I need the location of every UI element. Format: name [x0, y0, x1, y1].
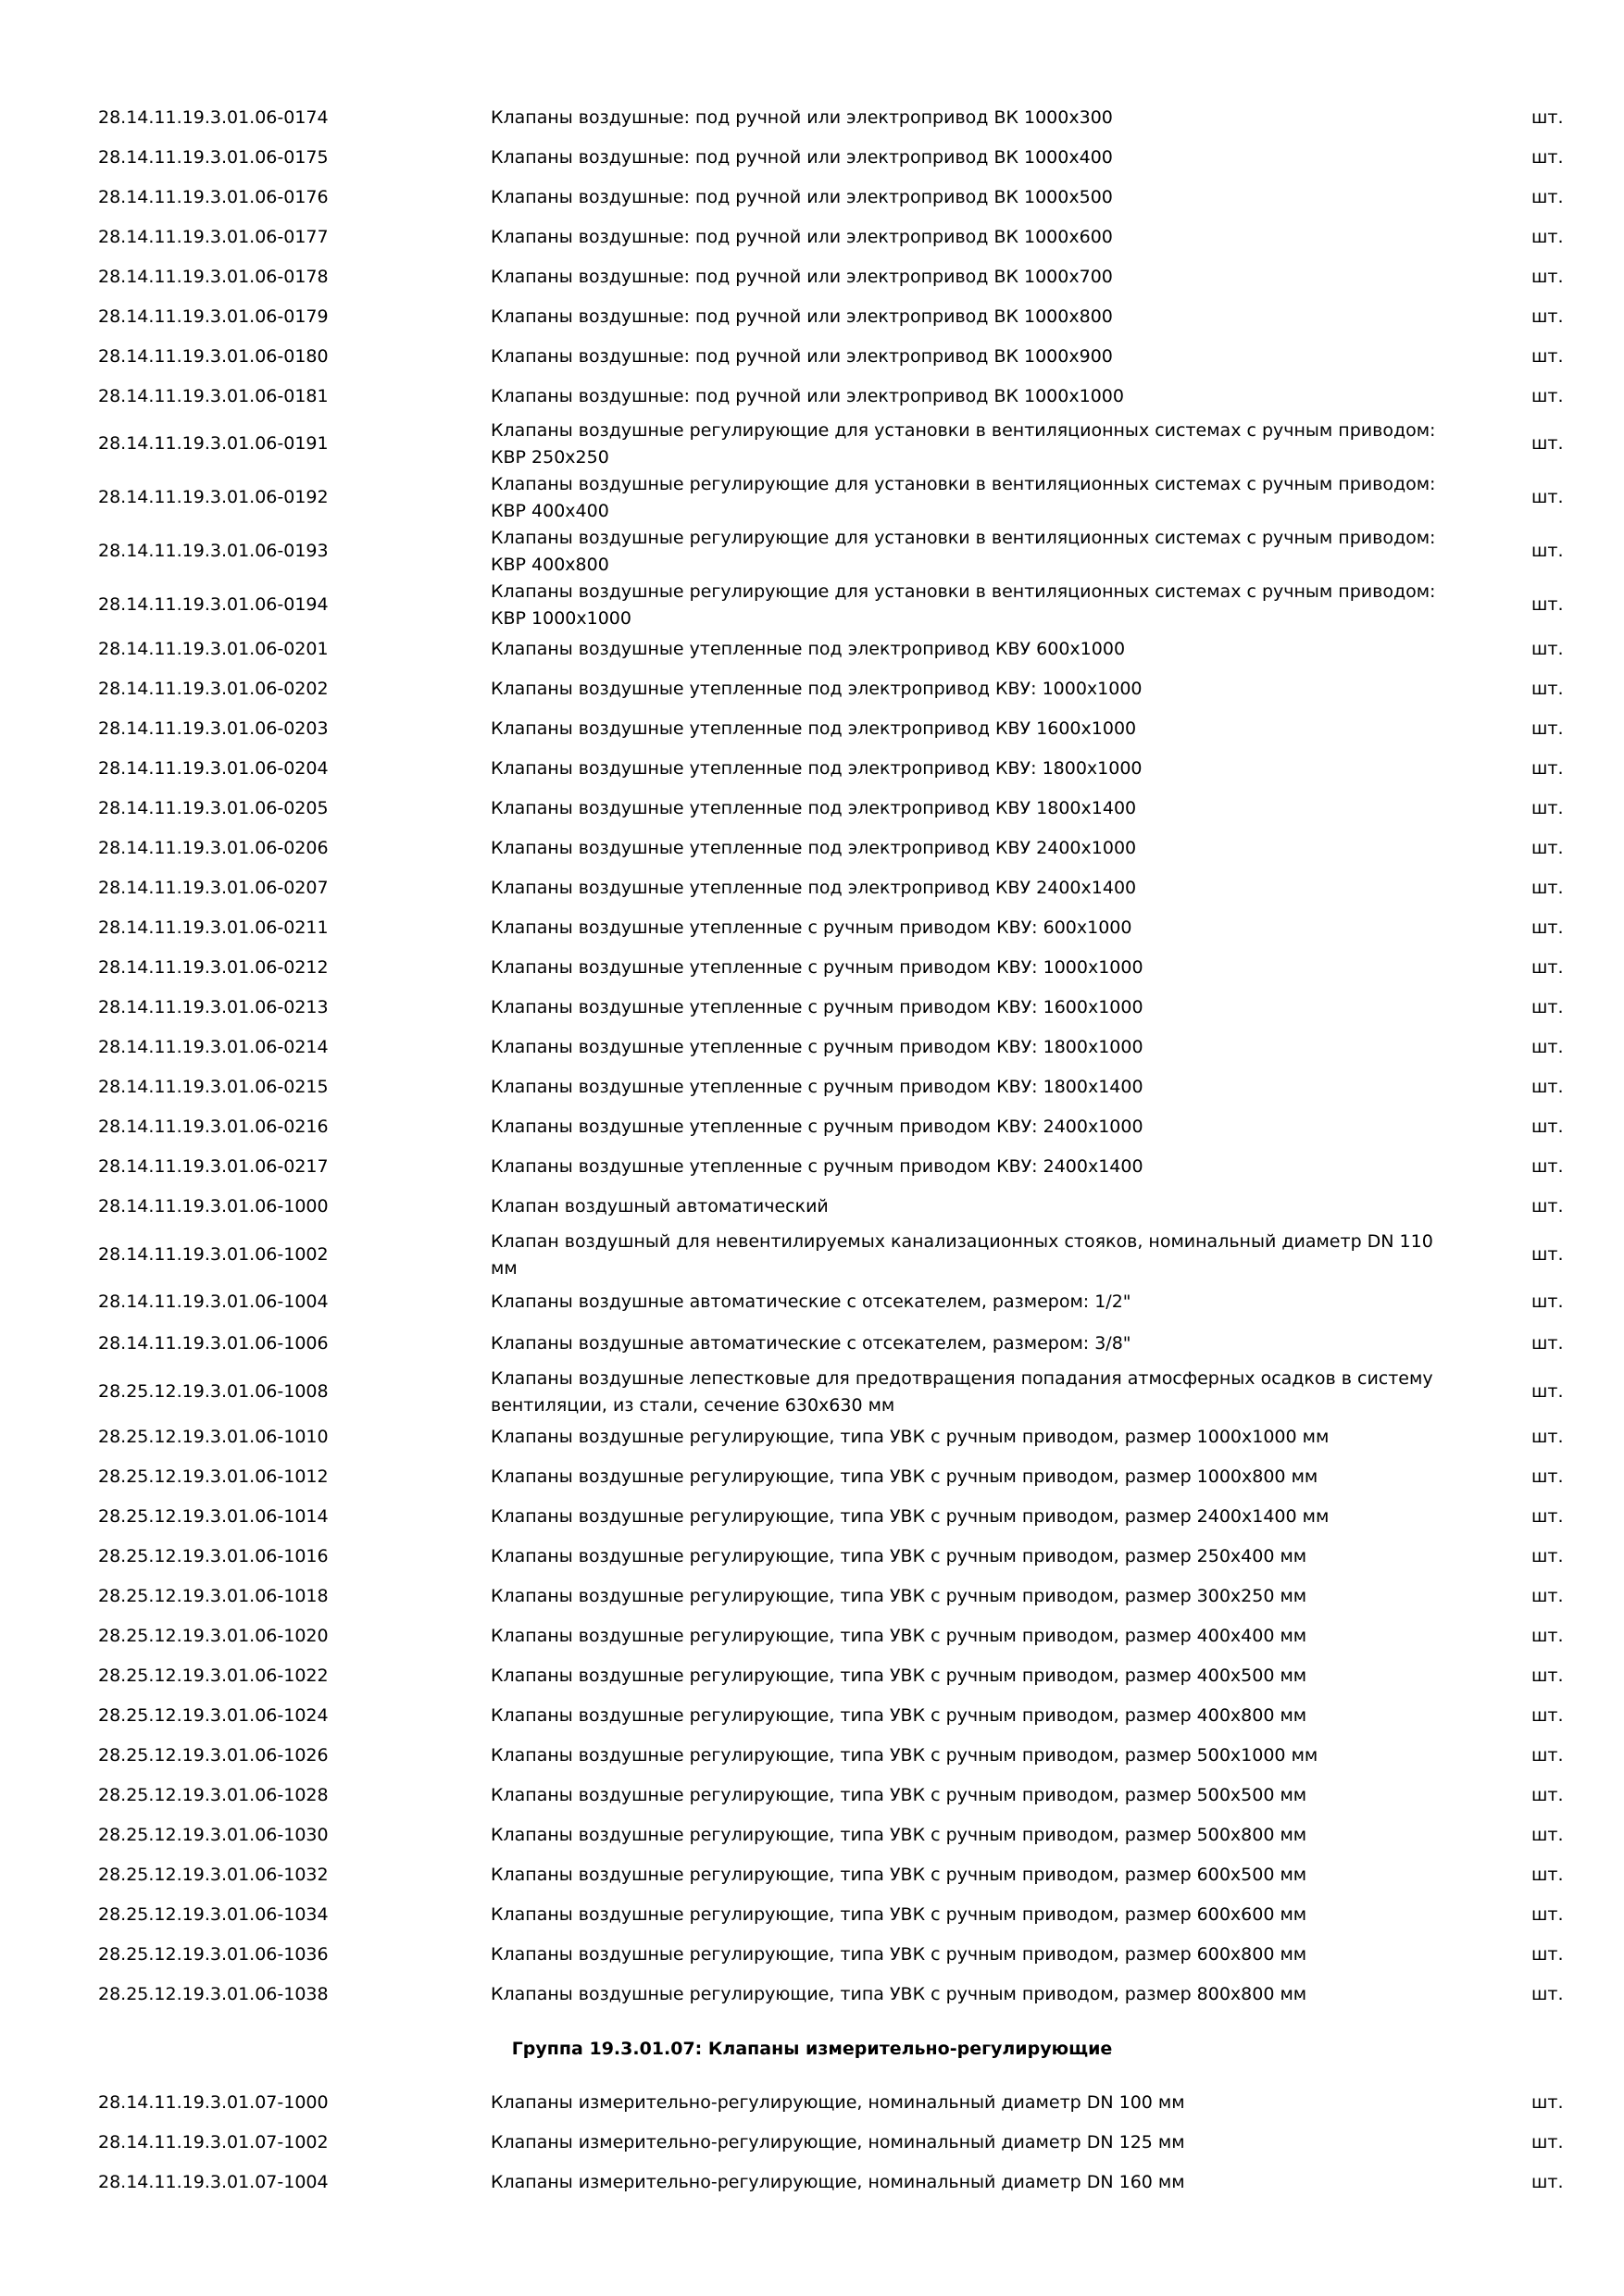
row-unit: шт.	[1531, 1292, 1564, 1312]
row-code: 28.14.11.19.3.01.06-0212	[98, 957, 329, 978]
row-code: 28.14.11.19.3.01.06-0174	[98, 107, 329, 128]
row-code: 28.25.12.19.3.01.06-1024	[98, 1705, 329, 1726]
row-code: 28.14.11.19.3.01.06-0213	[98, 997, 329, 1017]
row-code: 28.14.11.19.3.01.06-0181	[98, 386, 329, 406]
row-description: Клапаны измерительно-регулирующие, номинальный диаметр DN 125 мм	[491, 2132, 1185, 2152]
row-description: Клапаны воздушные утепленные с ручным приводом КВУ: 600х1000	[491, 917, 1132, 938]
row-description: Клапаны воздушные: под ручной или электропривод ВК 1000х500	[491, 187, 1113, 207]
row-code: 28.25.12.19.3.01.06-1034	[98, 1904, 329, 1925]
row-description: Клапаны воздушные регулирующие, типа УВК с ручным приводом, размер 600х800 мм	[491, 1944, 1307, 1965]
row-unit: шт.	[1531, 758, 1564, 779]
row-unit: шт.	[1531, 594, 1564, 615]
row-unit: шт.	[1531, 838, 1564, 858]
row-code: 28.14.11.19.3.01.06-0207	[98, 878, 329, 898]
row-code: 28.14.11.19.3.01.06-0217	[98, 1156, 329, 1177]
row-description: Клапаны воздушные автоматические с отсекателем, размером: 1/2"	[491, 1292, 1131, 1312]
row-code: 28.14.11.19.3.01.06-0178	[98, 267, 329, 287]
row-description: Клапаны воздушные: под ручной или электропривод ВК 1000х1000	[491, 386, 1124, 406]
row-code: 28.14.11.19.3.01.06-0215	[98, 1077, 329, 1097]
row-description: Клапаны воздушные регулирующие, типа УВК с ручным приводом, размер 300х250 мм	[491, 1586, 1307, 1606]
row-code: 28.25.12.19.3.01.06-1028	[98, 1785, 329, 1805]
row-unit: шт.	[1531, 386, 1564, 406]
row-description: Клапаны воздушные лепестковые для предотвращения попадания атмосферных осадков в систему вентиляции, из стали, сечение 630х630 мм	[491, 1368, 1433, 1416]
row-unit: шт.	[1531, 997, 1564, 1017]
row-unit: шт.	[1531, 267, 1564, 287]
row-description: Клапаны воздушные: под ручной или электропривод ВК 1000х600	[491, 227, 1113, 247]
row-description: Клапаны воздушные регулирующие для установки в вентиляционных системах с ручным приводом: КВР 250х250	[491, 420, 1436, 468]
row-description: Клапаны воздушные утепленные с ручным приводом КВУ: 1000х1000	[491, 957, 1143, 978]
row-unit: шт.	[1531, 306, 1564, 327]
row-description: Клапаны воздушные утепленные с ручным приводом КВУ: 1800х1400	[491, 1077, 1143, 1097]
row-description: Клапаны воздушные утепленные под электропривод КВУ 1800х1400	[491, 798, 1137, 818]
row-unit: шт.	[1531, 541, 1564, 561]
row-unit: шт.	[1531, 798, 1564, 818]
row-unit: шт.	[1531, 346, 1564, 367]
row-unit: шт.	[1531, 917, 1564, 938]
row-unit: шт.	[1531, 227, 1564, 247]
row-description: Клапаны воздушные утепленные с ручным приводом КВУ: 2400х1000	[491, 1117, 1143, 1137]
row-unit: шт.	[1531, 107, 1564, 128]
row-code: 28.25.12.19.3.01.06-1032	[98, 1865, 329, 1885]
row-code: 28.14.11.19.3.01.06-1006	[98, 1333, 329, 1354]
row-description: Клапаны воздушные: под ручной или электропривод ВК 1000х800	[491, 306, 1113, 327]
row-unit: шт.	[1531, 1825, 1564, 1845]
row-code: 28.14.11.19.3.01.07-1002	[98, 2132, 329, 2152]
row-code: 28.14.11.19.3.01.06-0192	[98, 487, 329, 507]
row-code: 28.25.12.19.3.01.06-1016	[98, 1546, 329, 1566]
row-code: 28.25.12.19.3.01.06-1038	[98, 1984, 329, 2004]
row-unit: шт.	[1531, 433, 1564, 454]
row-unit: шт.	[1531, 1196, 1564, 1217]
row-unit: шт.	[1531, 1865, 1564, 1885]
row-unit: шт.	[1531, 187, 1564, 207]
row-description: Клапаны воздушные регулирующие, типа УВК с ручным приводом, размер 1000х800 мм	[491, 1466, 1318, 1487]
row-unit: шт.	[1531, 1077, 1564, 1097]
row-description: Клапаны воздушные регулирующие, типа УВК с ручным приводом, размер 800х800 мм	[491, 1984, 1307, 2004]
row-code: 28.14.11.19.3.01.06-0191	[98, 433, 329, 454]
row-unit: шт.	[1531, 679, 1564, 699]
row-code: 28.14.11.19.3.01.06-0206	[98, 838, 329, 858]
row-code: 28.25.12.19.3.01.06-1020	[98, 1626, 329, 1646]
row-description: Клапаны воздушные утепленные под электропривод КВУ 1600х1000	[491, 718, 1137, 739]
row-description: Клапаны воздушные: под ручной или электропривод ВК 1000х400	[491, 147, 1113, 168]
row-description: Клапаны воздушные утепленные под электропривод КВУ: 1000х1000	[491, 679, 1143, 699]
row-unit: шт.	[1531, 1427, 1564, 1447]
row-code: 28.25.12.19.3.01.06-1022	[98, 1666, 329, 1686]
row-description: Клапаны воздушные регулирующие для установки в вентиляционных системах с ручным приводом: КВР 400х400	[491, 474, 1436, 521]
row-unit: шт.	[1531, 1666, 1564, 1686]
row-description: Клапаны воздушные регулирующие, типа УВК с ручным приводом, размер 400х800 мм	[491, 1705, 1307, 1726]
row-description: Клапаны измерительно-регулирующие, номинальный диаметр DN 160 мм	[491, 2172, 1185, 2192]
row-unit: шт.	[1531, 1745, 1564, 1766]
row-code: 28.14.11.19.3.01.06-0204	[98, 758, 329, 779]
row-unit: шт.	[1531, 1156, 1564, 1177]
row-code: 28.14.11.19.3.01.06-0216	[98, 1117, 329, 1137]
row-description: Клапаны воздушные утепленные под электропривод КВУ: 1800х1000	[491, 758, 1143, 779]
row-code: 28.14.11.19.3.01.06-0177	[98, 227, 329, 247]
row-unit: шт.	[1531, 957, 1564, 978]
row-description: Клапаны воздушные утепленные под электропривод КВУ 2400х1400	[491, 878, 1137, 898]
row-description: Клапаны воздушные регулирующие, типа УВК с ручным приводом, размер 400х500 мм	[491, 1666, 1307, 1686]
row-description: Клапаны воздушные: под ручной или электропривод ВК 1000х900	[491, 346, 1113, 367]
row-unit: шт.	[1531, 147, 1564, 168]
row-description: Клапаны воздушные утепленные под электропривод КВУ 600х1000	[491, 639, 1126, 659]
row-description: Клапаны воздушные регулирующие, типа УВК с ручным приводом, размер 1000х1000 мм	[491, 1427, 1330, 1447]
row-description: Клапаны воздушные утепленные с ручным приводом КВУ: 1800х1000	[491, 1037, 1143, 1057]
row-code: 28.14.11.19.3.01.06-0203	[98, 718, 329, 739]
row-code: 28.14.11.19.3.01.06-0179	[98, 306, 329, 327]
row-code: 28.14.11.19.3.01.06-0175	[98, 147, 329, 168]
row-code: 28.25.12.19.3.01.06-1012	[98, 1466, 329, 1487]
row-unit: шт.	[1531, 878, 1564, 898]
row-description: Клапан воздушный для невентилируемых канализационных стояков, номинальный диаметр DN 110 мм	[491, 1231, 1433, 1279]
row-description: Клапаны воздушные утепленные с ручным приводом КВУ: 2400х1400	[491, 1156, 1143, 1177]
row-description: Клапаны воздушные регулирующие для установки в вентиляционных системах с ручным приводом: КВР 1000х1000	[491, 581, 1436, 629]
row-unit: шт.	[1531, 2092, 1564, 2113]
row-unit: шт.	[1531, 1546, 1564, 1566]
row-code: 28.14.11.19.3.01.06-0194	[98, 594, 329, 615]
row-unit: шт.	[1531, 639, 1564, 659]
row-code: 28.14.11.19.3.01.06-0180	[98, 346, 329, 367]
row-unit: шт.	[1531, 1944, 1564, 1965]
row-description: Клапаны воздушные регулирующие, типа УВК с ручным приводом, размер 500х500 мм	[491, 1785, 1307, 1805]
row-code: 28.14.11.19.3.01.06-0211	[98, 917, 329, 938]
row-unit: шт.	[1531, 487, 1564, 507]
row-description: Клапаны воздушные: под ручной или электропривод ВК 1000х700	[491, 267, 1113, 287]
row-description: Клапаны воздушные регулирующие, типа УВК с ручным приводом, размер 2400х1400 мм	[491, 1506, 1330, 1527]
row-description: Клапаны воздушные: под ручной или электропривод ВК 1000х300	[491, 107, 1113, 128]
row-code: 28.25.12.19.3.01.06-1018	[98, 1586, 329, 1606]
row-code: 28.14.11.19.3.01.06-1000	[98, 1196, 329, 1217]
row-unit: шт.	[1531, 1586, 1564, 1606]
row-unit: шт.	[1531, 1904, 1564, 1925]
row-code: 28.14.11.19.3.01.06-1004	[98, 1292, 329, 1312]
row-unit: шт.	[1531, 1117, 1564, 1137]
row-description: Клапаны воздушные регулирующие, типа УВК с ручным приводом, размер 500х1000 мм	[491, 1745, 1318, 1766]
row-unit: шт.	[1531, 1705, 1564, 1726]
row-unit: шт.	[1531, 1333, 1564, 1354]
row-code: 28.14.11.19.3.01.06-0214	[98, 1037, 329, 1057]
group-heading: Группа 19.3.01.07: Клапаны измерительно-регулирующие	[511, 2039, 1113, 2059]
row-unit: шт.	[1531, 2172, 1564, 2192]
row-unit: шт.	[1531, 1466, 1564, 1487]
row-description: Клапаны воздушные утепленные с ручным приводом КВУ: 1600х1000	[491, 997, 1143, 1017]
row-unit: шт.	[1531, 718, 1564, 739]
row-code: 28.14.11.19.3.01.07-1004	[98, 2172, 329, 2192]
row-code: 28.14.11.19.3.01.07-1000	[98, 2092, 329, 2113]
row-unit: шт.	[1531, 1984, 1564, 2004]
row-code: 28.25.12.19.3.01.06-1036	[98, 1944, 329, 1965]
row-unit: шт.	[1531, 1381, 1564, 1402]
row-code: 28.25.12.19.3.01.06-1026	[98, 1745, 329, 1766]
row-unit: шт.	[1531, 1785, 1564, 1805]
row-unit: шт.	[1531, 1037, 1564, 1057]
row-code: 28.25.12.19.3.01.06-1008	[98, 1381, 329, 1402]
row-code: 28.14.11.19.3.01.06-0193	[98, 541, 329, 561]
row-description: Клапаны воздушные утепленные под электропривод КВУ 2400х1000	[491, 838, 1137, 858]
row-code: 28.25.12.19.3.01.06-1014	[98, 1506, 329, 1527]
row-code: 28.25.12.19.3.01.06-1030	[98, 1825, 329, 1845]
row-description: Клапаны воздушные автоматические с отсекателем, размером: 3/8"	[491, 1333, 1131, 1354]
row-unit: шт.	[1531, 2132, 1564, 2152]
row-description: Клапаны воздушные регулирующие, типа УВК с ручным приводом, размер 400х400 мм	[491, 1626, 1307, 1646]
row-description: Клапаны воздушные регулирующие для установки в вентиляционных системах с ручным приводом: КВР 400х800	[491, 528, 1436, 575]
row-code: 28.25.12.19.3.01.06-1010	[98, 1427, 329, 1447]
row-code: 28.14.11.19.3.01.06-0202	[98, 679, 329, 699]
row-unit: шт.	[1531, 1626, 1564, 1646]
row-description: Клапаны воздушные регулирующие, типа УВК с ручным приводом, размер 500х800 мм	[491, 1825, 1307, 1845]
row-unit: шт.	[1531, 1244, 1564, 1265]
row-description: Клапаны воздушные регулирующие, типа УВК с ручным приводом, размер 600х500 мм	[491, 1865, 1307, 1885]
row-code: 28.14.11.19.3.01.06-0176	[98, 187, 329, 207]
row-code: 28.14.11.19.3.01.06-1002	[98, 1244, 329, 1265]
row-code: 28.14.11.19.3.01.06-0205	[98, 798, 329, 818]
row-unit: шт.	[1531, 1506, 1564, 1527]
row-code: 28.14.11.19.3.01.06-0201	[98, 639, 329, 659]
row-description: Клапаны воздушные регулирующие, типа УВК с ручным приводом, размер 250х400 мм	[491, 1546, 1307, 1566]
row-description: Клапан воздушный автоматический	[491, 1196, 829, 1217]
row-description: Клапаны измерительно-регулирующие, номинальный диаметр DN 100 мм	[491, 2092, 1185, 2113]
row-description: Клапаны воздушные регулирующие, типа УВК с ручным приводом, размер 600х600 мм	[491, 1904, 1307, 1925]
